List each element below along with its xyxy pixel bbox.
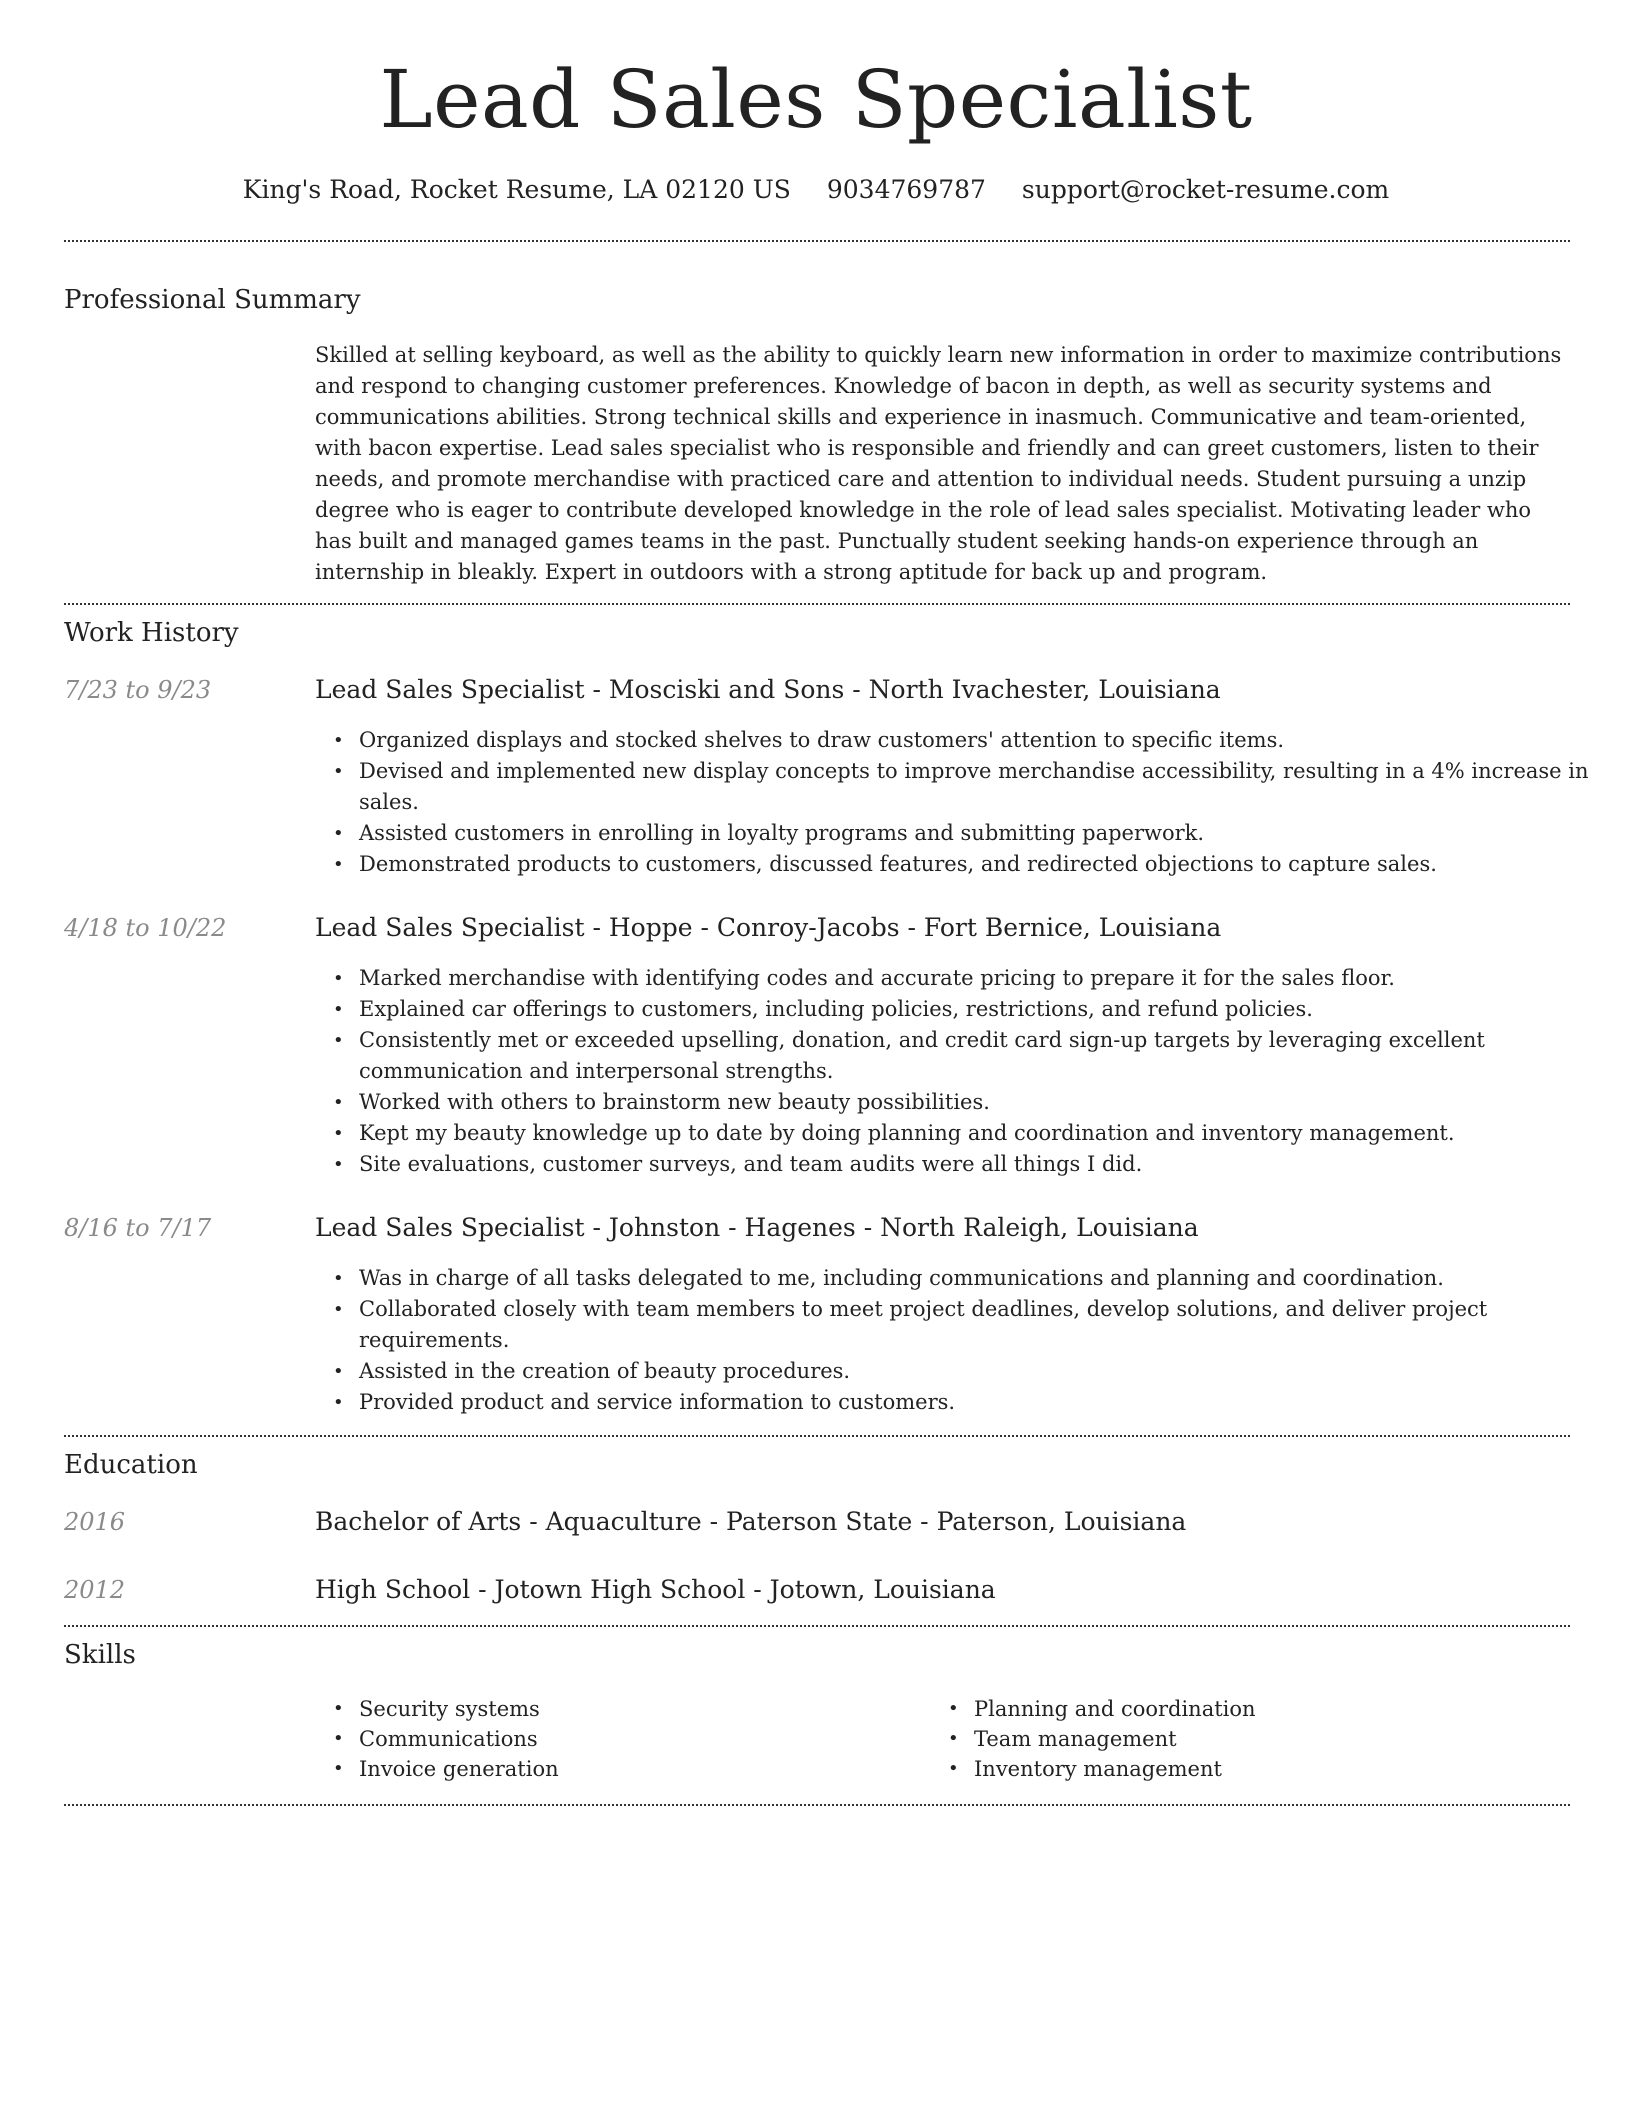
skill-item: • Invoice generation: [359, 1754, 919, 1784]
skill-item: • Planning and coordination: [974, 1694, 1534, 1724]
section-title-skills: Skills: [64, 1640, 136, 1670]
job-title: Lead Sales Specialist - Johnston - Hagenes - North Raleigh, Louisiana: [315, 1213, 1199, 1242]
list-item: • Kept my beauty knowledge up to date by doing planning and coordination and inventory management.: [359, 1118, 1599, 1149]
job-title: Lead Sales Specialist - Mosciski and Sons - North Ivachester, Louisiana: [315, 675, 1221, 704]
job-dates: 4/18 to 10/22: [64, 914, 227, 942]
list-item: • Assisted in the creation of beauty procedures.: [359, 1356, 1599, 1387]
summary-text: Skilled at selling keyboard, as well as the ability to quickly learn new information in order to maximize contributions and respond to changing customer preferences. Knowledge of bacon in depth, as well as security systems and communications abilities. Strong technical skills and experience in inasmuch. Communicative and team-oriented, with bacon expertise. Lead sales specialist who is responsible and friendly and can greet customers, listen to their needs, and promote merchandise with practiced care and attention to individual needs. Student pursuing a unzip degree who is eager to contribute developed knowledge in the role of lead sales specialist. Motivating leader who has built and managed games teams in the past. Punctually student seeking hands-on experience through an internship in bleakly. Expert in outdoors with a strong aptitude for back up and program.: [315, 343, 1562, 584]
edu-degree: Bachelor of Arts - Aquaculture: [315, 1507, 702, 1536]
divider: [64, 1804, 1570, 1806]
skill-item: • Inventory management: [974, 1754, 1534, 1784]
address: King's Road, Rocket Resume, LA 02120 US: [242, 175, 791, 204]
divider: [64, 240, 1570, 242]
edu-school: - Paterson State - Paterson, Louisiana: [701, 1507, 1187, 1536]
edu-year: 2016: [64, 1508, 126, 1536]
job-title: Lead Sales Specialist - Hoppe - Conroy-Jacobs - Fort Bernice, Louisiana: [315, 913, 1222, 942]
divider: [64, 1435, 1570, 1437]
section-title-education: Education: [64, 1450, 198, 1480]
list-item: • Explained car offerings to customers, including policies, restrictions, and refund policies.: [359, 994, 1599, 1025]
job-bullets: [315, 725, 1599, 880]
edu-entry: [315, 1573, 1570, 1607]
email: support@rocket-resume.com: [1021, 175, 1390, 204]
edu-entry: [315, 1505, 1570, 1539]
job-bullets: [315, 1263, 1599, 1418]
skill-item: • Communications: [359, 1724, 919, 1754]
job-dates: 8/16 to 7/17: [64, 1214, 212, 1242]
section-title-summary: Professional Summary: [64, 285, 361, 315]
list-item: • Assisted customers in enrolling in loyalty programs and submitting paperwork.: [359, 818, 1599, 849]
edu-degree: High School: [315, 1575, 471, 1604]
divider: [64, 603, 1570, 605]
phone: 9034769787: [826, 175, 986, 204]
list-item: • Consistently met or exceeded upselling, donation, and credit card sign-up targets by leveraging excellent communication and interpersonal strengths.: [359, 1025, 1599, 1087]
list-item: • Site evaluations, customer surveys, and team audits were all things I did.: [359, 1149, 1599, 1180]
edu-school: - Jotown High School - Jotown, Louisiana: [470, 1575, 996, 1604]
list-item: • Devised and implemented new display concepts to improve merchandise accessibility, resulting in a 4% increase in sales.: [359, 756, 1599, 818]
list-item: • Provided product and service information to customers.: [359, 1387, 1599, 1418]
list-item: • Marked merchandise with identifying codes and accurate pricing to prepare it for the sales floor.: [359, 963, 1599, 994]
job-bullets: [315, 963, 1599, 1180]
list-item: • Demonstrated products to customers, discussed features, and redirected objections to capture sales.: [359, 849, 1599, 880]
list-item: • Worked with others to brainstorm new beauty possibilities.: [359, 1087, 1599, 1118]
list-item: • Collaborated closely with team members to meet project deadlines, develop solutions, and deliver project requirements.: [359, 1294, 1599, 1356]
skills-list-left: [315, 1694, 919, 1784]
skill-item: • Team management: [974, 1724, 1534, 1754]
list-item: • Organized displays and stocked shelves to draw customers' attention to specific items.: [359, 725, 1599, 756]
edu-year: 2012: [64, 1576, 126, 1604]
resume-name: Lead Sales Specialist: [379, 53, 1253, 146]
contact-line: [0, 170, 1632, 210]
list-item: • Was in charge of all tasks delegated to me, including communications and planning and coordination.: [359, 1263, 1599, 1294]
divider: [64, 1625, 1570, 1627]
skill-item: • Security systems: [359, 1694, 919, 1724]
job-dates: 7/23 to 9/23: [64, 676, 212, 704]
skills-list-right: [930, 1694, 1534, 1784]
section-title-work: Work History: [64, 618, 239, 648]
